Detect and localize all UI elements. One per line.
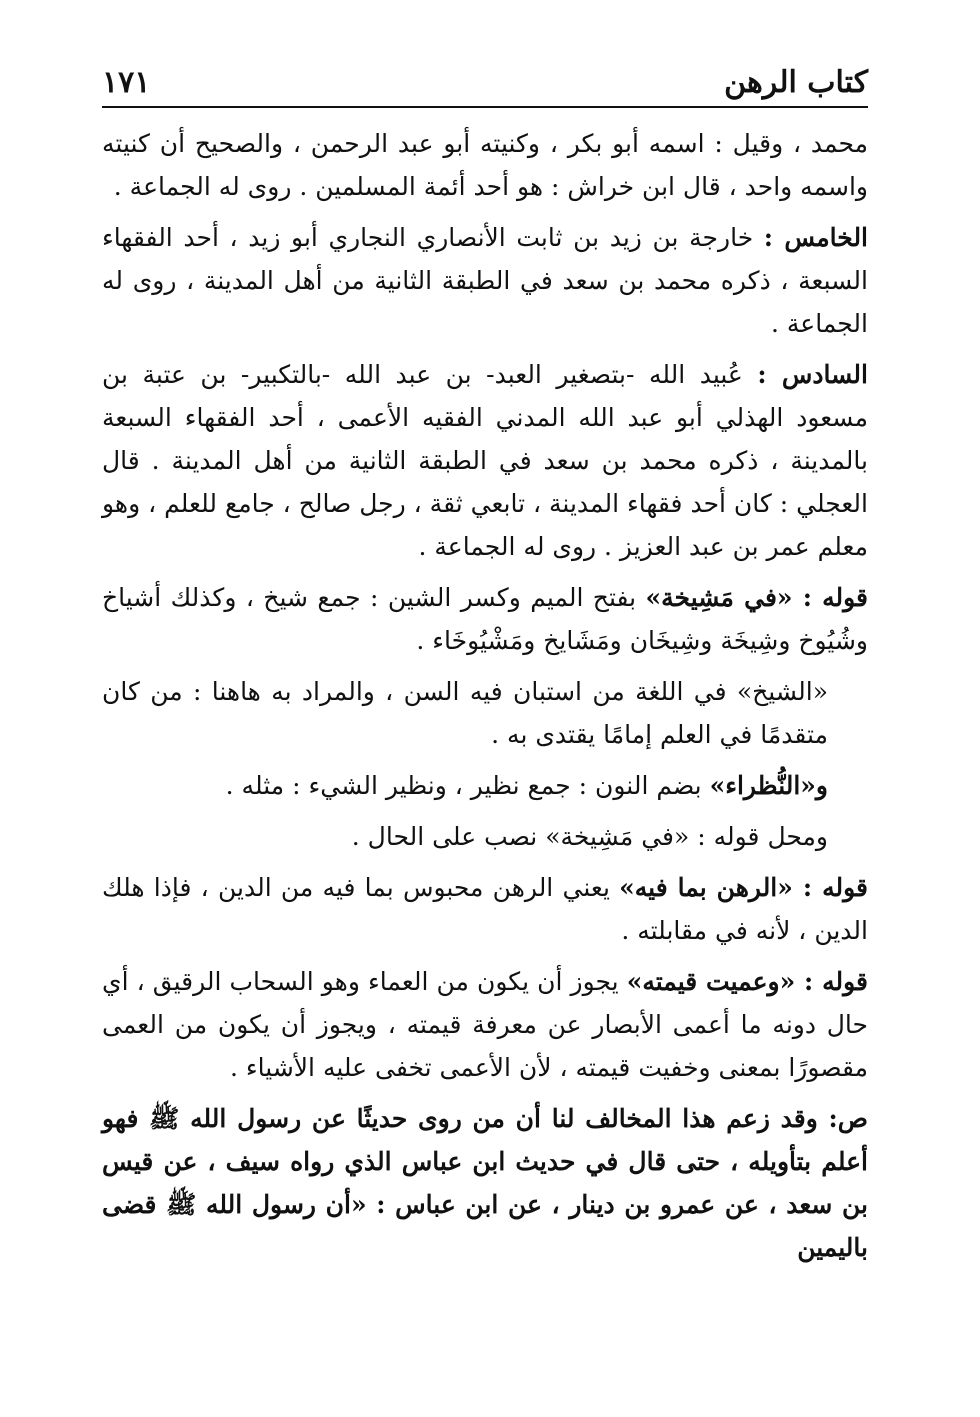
chapter-title: كتاب الرهن — [724, 65, 868, 100]
page-body — [102, 122, 868, 1269]
paragraph-mahal: ومحل قوله : «في مَشِيخة» نصب على الحال . — [351, 822, 828, 851]
paragraph-fifth: الخامس : خارجة بن زيد بن ثابت الأنصاري النجاري أبو زيد ، أحد الفقهاء السبعة ، ذكره محمد بن سعد في الطبقة الثانية من أهل المدينة ، روى له الجماعة . — [102, 223, 869, 338]
page-number: ١٧١ — [102, 65, 151, 100]
fifth-label: الخامس : — [763, 223, 869, 252]
paragraph-shaykh: «الشيخ» في اللغة من استبان فيه السن ، والمراد به هاهنا : من كان متقدمًا في العلم إمامًا يقتدى به . — [102, 677, 828, 749]
paragraph-amiyat: قوله : «وعميت قيمته» يجوز أن يكون من العماء وهو السحاب الرقيق ، أي حال دونه ما أعمى الأبصار عن معرفة قيمته ، ويجوز أن يكون من العمى مقصورًا بمعنى وخفيت قيمته ، لأن الأعمى تخفى عليه الأشياء . — [102, 967, 868, 1082]
paragraph-nuzara: و«النُّظراء» بضم النون : جمع نظير ، ونظير الشيء : مثله . — [225, 771, 828, 800]
paragraph-sad: ص: وقد زعم هذا المخالف لنا أن من روى حديثًا عن رسول الله ﷺ فهو أعلم بتأويله ، حتى قال في حديث ابن عباس الذي رواه سيف ، عن قيس بن سعد ، عن عمرو بن دينار ، عن ابن عباس : «أن رسول الله ﷺ قضى باليمين — [102, 1104, 868, 1262]
paragraph-rahn: قوله : «الرهن بما فيه» يعني الرهن محبوس بما فيه من الدين ، فإذا هلك الدين ، لأنه في مقابلته . — [102, 873, 868, 945]
paragraph-1: محمد ، وقيل : اسمه أبو بكر ، وكنيته أبو عبد الرحمن ، والصحيح أن كنيته واسمه واحد ، قال ابن خراش : هو أحد أئمة المسلمين . روى له الجماعة . — [102, 129, 868, 201]
page-header — [102, 60, 868, 108]
paragraph-mashikha: قوله : «في مَشِيخة» بفتح الميم وكسر الشين : جمع شيخ ، وكذلك أشياخ وشُيُوخ وشِيخَة وشِيخَان ومَشَايخ ومَشْيُوخَاء . — [102, 583, 868, 655]
sixth-label: السادس : — [757, 360, 868, 389]
paragraph-sixth: السادس : عُبيد الله -بتصغير العبد- بن عبد الله -بالتكبير- بن عتبة بن مسعود الهذلي أبو عبد الله المدني الفقيه الأعمى ، أحد الفقهاء السبعة بالمدينة ، ذكره محمد بن سعد في الطبقة الثانية من أهل المدينة . قال العجلي : كان أحد فقهاء المدينة ، تابعي ثقة ، رجل صالح ، جامع للعلم ، وهو معلم عمر بن عبد العزيز . روى له الجماعة . — [102, 360, 868, 561]
